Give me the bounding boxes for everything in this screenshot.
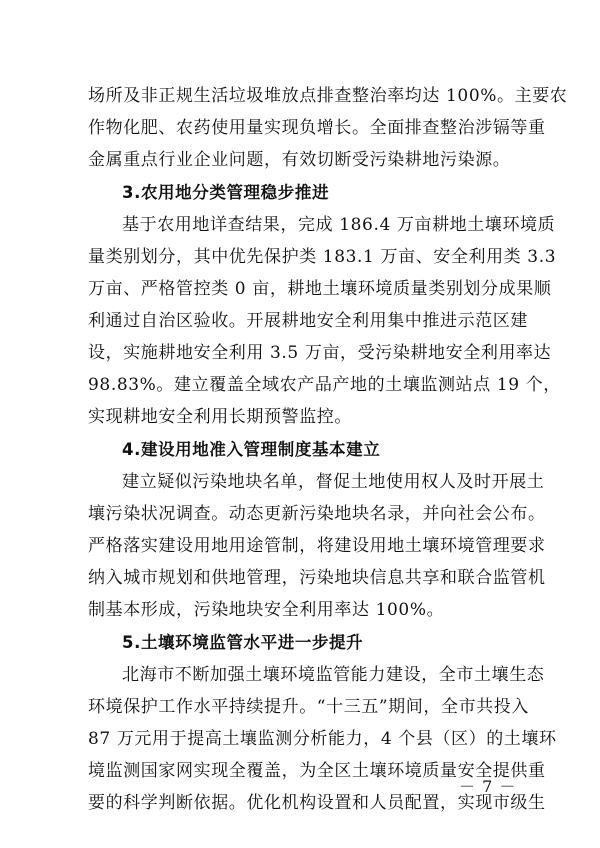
paragraph-line: 98.83%。建立覆盖全域农产品产地的土壤监测站点 19 个， [88, 375, 561, 395]
paragraph-line: 严格落实建设用地用途管制，将建设用地土壤环境管理要求 [88, 536, 546, 556]
paragraph-line: 87 万元用于提高土壤监测分析能力，4 个县（区）的土壤环 [88, 729, 557, 749]
paragraph-line: 环境保护工作水平持续提升。“十三五”期间，全市共投入 [88, 697, 529, 717]
paragraph-line: 纳入城市规划和供地管理，污染地块信息共享和联合监管机 [88, 568, 546, 588]
paragraph-line: 实现耕地安全利用长期预警监控。 [88, 407, 352, 427]
paragraph-line: 基于农用地详查结果，完成 186.4 万亩耕地土壤环境质 [122, 215, 556, 235]
section-heading: 5.土壤环境监管水平进一步提升 [122, 633, 364, 652]
paragraph-line: 利通过自治区验收。开展耕地安全利用集中推进示范区建 [88, 311, 528, 331]
paragraph-line: 境监测国家网实现全覆盖，为全区土壤环境质量安全提供重 [88, 761, 546, 781]
paragraph-line: 建立疑似污染地块名单，督促土地使用权人及时开展土 [122, 472, 545, 492]
paragraph-line: 要的科学判断依据。优化机构设置和人员配置，实现市级生 [88, 793, 546, 813]
paragraph-line: 制基本形成，污染地块安全利用率达 100%。 [88, 600, 445, 620]
paragraph-line: 北海市不断加强土壤环境监管能力建设，全市土壤生态 [122, 665, 545, 685]
paragraph-line: 场所及非正规生活垃圾堆放点排查整治率均达 100%。主要农 [88, 86, 568, 106]
paragraph-line: 设，实施耕地安全利用 3.5 万亩，受污染耕地安全利用率达 [88, 343, 552, 363]
paragraph-line: 量类别划分，其中优先保护类 183.1 万亩、安全利用类 3.3 [88, 247, 557, 267]
paragraph-line: 万亩、严格管控类 0 亩，耕地土壤环境质量类别划分成果顺 [88, 279, 552, 299]
page-number: － 7 － [459, 777, 517, 796]
section-heading: 4.建设用地准入管理制度基本建立 [122, 440, 381, 459]
paragraph-line: 金属重点行业企业问题，有效切断受污染耕地污染源。 [88, 150, 511, 170]
paragraph-line: 作物化肥、农药使用量实现负增长。全面排查整治涉镉等重 [88, 118, 546, 138]
section-heading: 3.农用地分类管理稳步推进 [122, 183, 330, 202]
paragraph-line: 壤污染状况调查。动态更新污染地块名录，并向社会公布。 [88, 504, 546, 524]
